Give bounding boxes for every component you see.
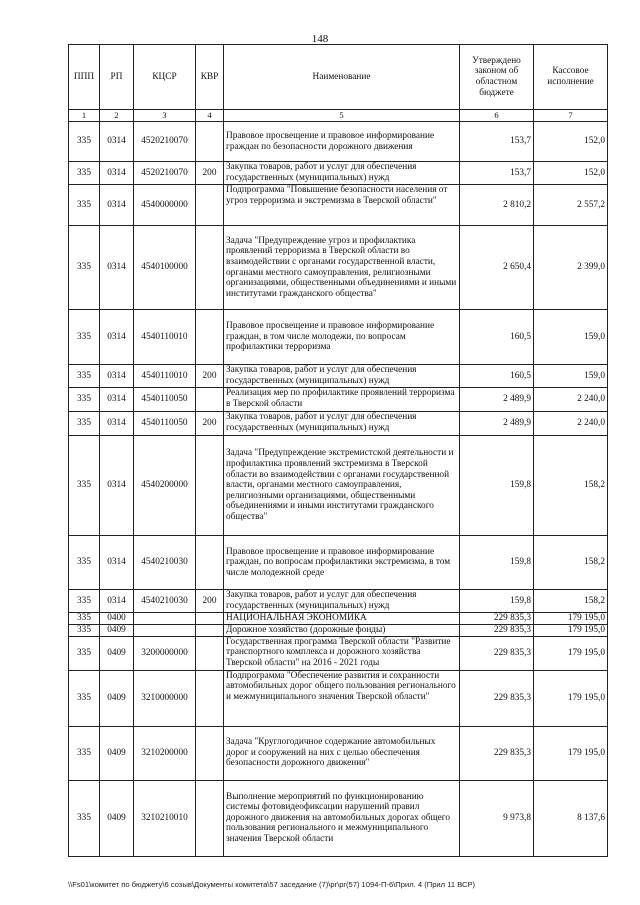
table-row bbox=[69, 590, 608, 613]
cell-approved: 2 489,9 bbox=[460, 388, 534, 412]
cell-approved: 159,8 bbox=[460, 590, 534, 613]
cell-name: Задача "Предупреждение экстремистской деятельности и профилактика проявлений экстремизма в Тверской области во взаимодействии с органами государственной власти, органами местного самоуправления, религиозными организациями, общественными объединениями и иными институтами гражданского общества" bbox=[224, 436, 460, 536]
cell-name: НАЦИОНАЛЬНАЯ ЭКОНОМИКА bbox=[224, 613, 460, 625]
col-header-executed: Кассовое исполнение bbox=[534, 45, 608, 110]
cell-ppp: 335 bbox=[69, 122, 100, 162]
cell-name: Задача "Предупреждение угроз и профилактика проявлений терроризма в Тверской области во взаимодействии с органами государственной власти, органами местного самоуправления, религиозными организациями, общественными объединениями и иными институтами гражданского общества" bbox=[224, 226, 460, 310]
cell-rp: 0314 bbox=[100, 162, 134, 185]
column-number-row bbox=[69, 110, 608, 122]
cell-rp: 0314 bbox=[100, 365, 134, 388]
cell-executed: 179 195,0 bbox=[534, 726, 608, 780]
cell-rp: 0314 bbox=[100, 436, 134, 536]
cell-kcsr: 3210000000 bbox=[134, 670, 196, 726]
column-number: 7 bbox=[534, 110, 608, 122]
table-row bbox=[69, 365, 608, 388]
table-row bbox=[69, 780, 608, 856]
cell-name: Правовое просвещение и правовое информирование граждан по безопасности дорожного движения bbox=[224, 122, 460, 162]
column-number: 4 bbox=[196, 110, 224, 122]
cell-rp: 0409 bbox=[100, 624, 134, 636]
cell-rp: 0409 bbox=[100, 670, 134, 726]
cell-rp: 0314 bbox=[100, 590, 134, 613]
cell-ppp: 335 bbox=[69, 636, 100, 670]
cell-executed: 159,0 bbox=[534, 365, 608, 388]
col-header-approved: Утверждено законом об областном бюджете bbox=[460, 45, 534, 110]
cell-approved: 9 973,8 bbox=[460, 780, 534, 856]
cell-ppp: 335 bbox=[69, 310, 100, 365]
cell-kcsr: 4540200000 bbox=[134, 436, 196, 536]
cell-name: Закупка товаров, работ и услуг для обеспечения государственных (муниципальных) нужд bbox=[224, 590, 460, 613]
cell-executed: 8 137,6 bbox=[534, 780, 608, 856]
cell-rp: 0314 bbox=[100, 226, 134, 310]
cell-executed: 2 557,2 bbox=[534, 185, 608, 226]
cell-rp: 0314 bbox=[100, 412, 134, 436]
cell-kvr: 200 bbox=[196, 162, 224, 185]
cell-kcsr: 4540210030 bbox=[134, 536, 196, 590]
cell-rp: 0314 bbox=[100, 388, 134, 412]
cell-name: Реализация мер по профилактике проявлений терроризма в Тверской области bbox=[224, 388, 460, 412]
table-row bbox=[69, 185, 608, 226]
cell-name: Правовое просвещение и правовое информирование граждан, по вопросам профилактики экстремизма, в том числе молодежной среде bbox=[224, 536, 460, 590]
cell-kcsr: 4540110050 bbox=[134, 388, 196, 412]
cell-kvr: 200 bbox=[196, 365, 224, 388]
cell-approved: 229 835,3 bbox=[460, 624, 534, 636]
cell-kcsr: 4520210070 bbox=[134, 122, 196, 162]
cell-kcsr bbox=[134, 624, 196, 636]
column-number: 1 bbox=[69, 110, 100, 122]
cell-kvr bbox=[196, 624, 224, 636]
cell-name: Закупка товаров, работ и услуг для обеспечения государственных (муниципальных) нужд bbox=[224, 162, 460, 185]
cell-approved: 229 835,3 bbox=[460, 726, 534, 780]
cell-kvr bbox=[196, 670, 224, 726]
cell-kvr bbox=[196, 780, 224, 856]
cell-ppp: 335 bbox=[69, 624, 100, 636]
cell-rp: 0409 bbox=[100, 636, 134, 670]
cell-rp: 0314 bbox=[100, 310, 134, 365]
cell-rp: 0314 bbox=[100, 122, 134, 162]
col-header-ppp: ППП bbox=[69, 45, 100, 110]
cell-ppp: 335 bbox=[69, 726, 100, 780]
cell-kcsr: 4540100000 bbox=[134, 226, 196, 310]
header-row bbox=[69, 45, 608, 110]
cell-ppp: 335 bbox=[69, 670, 100, 726]
cell-ppp: 335 bbox=[69, 436, 100, 536]
cell-ppp: 335 bbox=[69, 412, 100, 436]
table-row bbox=[69, 436, 608, 536]
column-number: 6 bbox=[460, 110, 534, 122]
cell-approved: 153,7 bbox=[460, 162, 534, 185]
cell-kcsr: 4540210030 bbox=[134, 590, 196, 613]
cell-name: Выполнение мероприятий по функционированию системы фотовидеофиксации нарушений правил дорожного движения на автомобильных дорогах общего пользования регионального и межмуниципального значения Тверской области bbox=[224, 780, 460, 856]
cell-kcsr bbox=[134, 613, 196, 625]
column-number: 2 bbox=[100, 110, 134, 122]
table-row bbox=[69, 636, 608, 670]
cell-approved: 160,5 bbox=[460, 310, 534, 365]
cell-kvr bbox=[196, 388, 224, 412]
cell-approved: 2 489,9 bbox=[460, 412, 534, 436]
cell-ppp: 335 bbox=[69, 185, 100, 226]
cell-ppp: 335 bbox=[69, 536, 100, 590]
col-header-rp: РП bbox=[100, 45, 134, 110]
cell-name: Закупка товаров, работ и услуг для обеспечения государственных (муниципальных) нужд bbox=[224, 412, 460, 436]
cell-ppp: 335 bbox=[69, 365, 100, 388]
cell-kvr: 200 bbox=[196, 412, 224, 436]
cell-name: Подпрограмма "Обеспечение развития и сохранности автомобильных дорог общего пользования регионального и межмуниципального значения Тверской области" bbox=[224, 670, 460, 726]
column-number: 3 bbox=[134, 110, 196, 122]
col-header-kcsr: КЦСР bbox=[134, 45, 196, 110]
table-row bbox=[69, 388, 608, 412]
col-header-kvr: КВР bbox=[196, 45, 224, 110]
cell-approved: 160,5 bbox=[460, 365, 534, 388]
table-row bbox=[69, 613, 608, 625]
cell-rp: 0314 bbox=[100, 536, 134, 590]
cell-approved: 2 650,4 bbox=[460, 226, 534, 310]
cell-approved: 229 835,3 bbox=[460, 636, 534, 670]
cell-kcsr: 3210210010 bbox=[134, 780, 196, 856]
table-row bbox=[69, 536, 608, 590]
cell-executed: 152,0 bbox=[534, 162, 608, 185]
cell-kvr bbox=[196, 122, 224, 162]
cell-executed: 2 240,0 bbox=[534, 412, 608, 436]
cell-executed: 158,2 bbox=[534, 536, 608, 590]
cell-kvr: 200 bbox=[196, 590, 224, 613]
cell-name: Подпрограмма "Повышение безопасности населения от угроз терроризма и экстремизма в Тверской области" bbox=[224, 185, 460, 226]
cell-kvr bbox=[196, 436, 224, 536]
cell-name: Правовое просвещение и правовое информирование граждан, в том числе молодежи, по вопросам профилактики терроризма bbox=[224, 310, 460, 365]
cell-rp: 0400 bbox=[100, 613, 134, 625]
cell-approved: 2 810,2 bbox=[460, 185, 534, 226]
cell-approved: 153,7 bbox=[460, 122, 534, 162]
cell-executed: 159,0 bbox=[534, 310, 608, 365]
cell-kvr bbox=[196, 726, 224, 780]
table-row bbox=[69, 624, 608, 636]
cell-approved: 159,8 bbox=[460, 436, 534, 536]
cell-ppp: 335 bbox=[69, 388, 100, 412]
table-row bbox=[69, 310, 608, 365]
table-row bbox=[69, 162, 608, 185]
cell-approved: 229 835,3 bbox=[460, 670, 534, 726]
table-row bbox=[69, 670, 608, 726]
cell-kcsr: 4520210070 bbox=[134, 162, 196, 185]
cell-ppp: 335 bbox=[69, 590, 100, 613]
cell-kcsr: 4540110010 bbox=[134, 310, 196, 365]
table-row bbox=[69, 226, 608, 310]
cell-kvr bbox=[196, 310, 224, 365]
cell-executed: 179 195,0 bbox=[534, 624, 608, 636]
page-number: 148 bbox=[311, 33, 329, 45]
cell-kvr bbox=[196, 536, 224, 590]
cell-kcsr: 4540110010 bbox=[134, 365, 196, 388]
cell-kvr bbox=[196, 613, 224, 625]
cell-rp: 0409 bbox=[100, 780, 134, 856]
cell-name: Закупка товаров, работ и услуг для обеспечения государственных (муниципальных) нужд bbox=[224, 365, 460, 388]
cell-kvr bbox=[196, 636, 224, 670]
cell-executed: 158,2 bbox=[534, 590, 608, 613]
cell-executed: 2 399,0 bbox=[534, 226, 608, 310]
cell-kcsr: 3200000000 bbox=[134, 636, 196, 670]
cell-rp: 0409 bbox=[100, 726, 134, 780]
cell-approved: 229 835,3 bbox=[460, 613, 534, 625]
cell-kvr bbox=[196, 226, 224, 310]
cell-executed: 179 195,0 bbox=[534, 613, 608, 625]
column-number: 5 bbox=[224, 110, 460, 122]
cell-rp: 0314 bbox=[100, 185, 134, 226]
cell-ppp: 335 bbox=[69, 226, 100, 310]
table-row bbox=[69, 412, 608, 436]
cell-ppp: 335 bbox=[69, 613, 100, 625]
cell-executed: 179 195,0 bbox=[534, 670, 608, 726]
cell-name: Дорожное хозяйство (дорожные фонды) bbox=[224, 624, 460, 636]
cell-name: Задача "Круглогодичное содержание автомобильных дорог и сооружений на них с целью обеспечения безопасности дорожного движения" bbox=[224, 726, 460, 780]
cell-executed: 2 240,0 bbox=[534, 388, 608, 412]
cell-ppp: 335 bbox=[69, 780, 100, 856]
cell-kcsr: 4540110050 bbox=[134, 412, 196, 436]
cell-executed: 179 195,0 bbox=[534, 636, 608, 670]
cell-kvr bbox=[196, 185, 224, 226]
cell-kcsr: 3210200000 bbox=[134, 726, 196, 780]
cell-executed: 152,0 bbox=[534, 122, 608, 162]
cell-kcsr: 4540000000 bbox=[134, 185, 196, 226]
cell-ppp: 335 bbox=[69, 162, 100, 185]
footer-file-path: \\Fs01\комитет по бюджету\6 созыв\Документы комитета\57 заседание (7)\pr\pr(57) 1094-П-6\Прил. 4 (Прил 11 ВСР) bbox=[68, 880, 476, 889]
table-body bbox=[69, 122, 608, 857]
cell-executed: 158,2 bbox=[534, 436, 608, 536]
budget-table bbox=[68, 44, 608, 857]
table-row bbox=[69, 122, 608, 162]
cell-approved: 159,8 bbox=[460, 536, 534, 590]
cell-name: Государственная программа Тверской области "Развитие транспортного комплекса и дорожного хозяйства Тверской области" на 2016 - 2021 годы bbox=[224, 636, 460, 670]
col-header-name: Наименование bbox=[224, 45, 460, 110]
table-row bbox=[69, 726, 608, 780]
